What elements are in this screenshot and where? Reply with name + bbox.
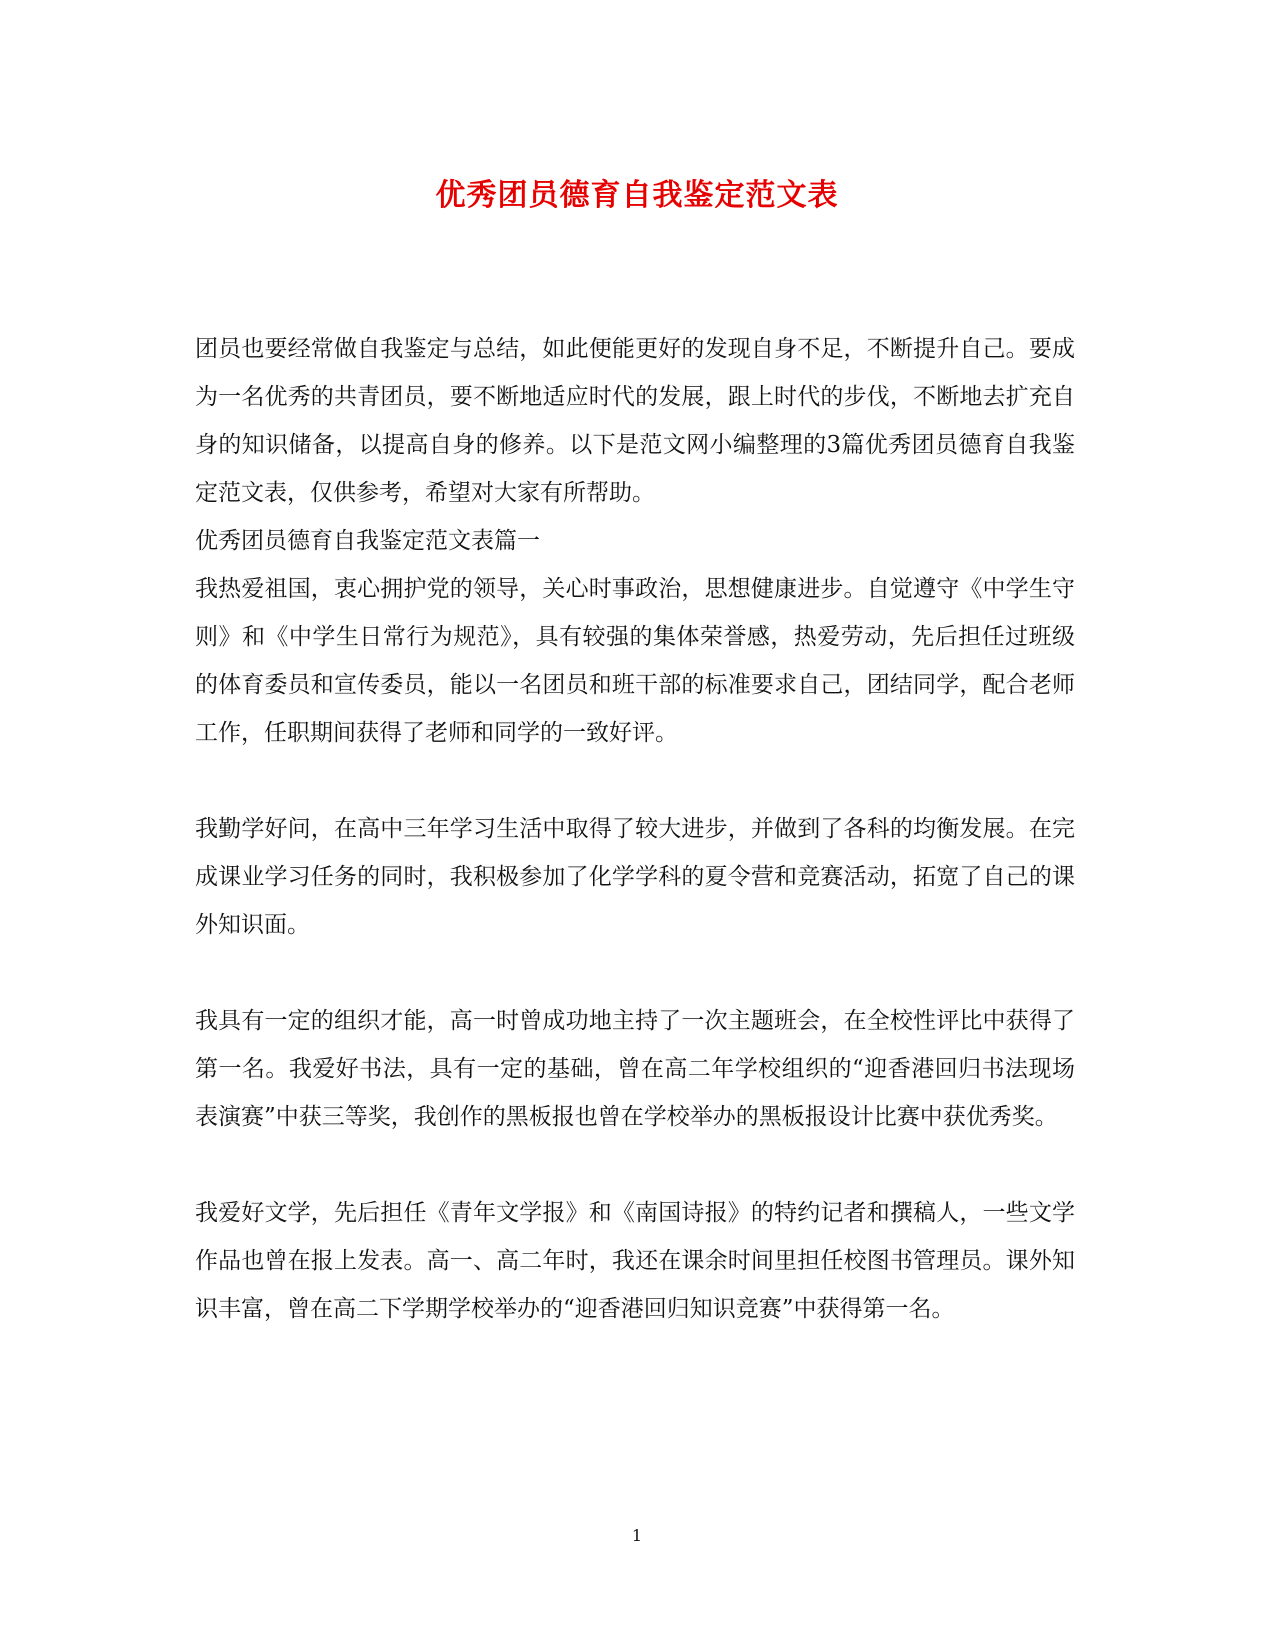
body-paragraph: 我具有一定的组织才能，高一时曾成功地主持了一次主题班会，在全校性评比中获得了第一名。我爱好书法，具有一定的基础，曾在高二年学校组织的“迎香港回归书法现场表演赛”中获三等奖，我创作的黑板报也曾在学校举办的黑板报设计比赛中获优秀奖。	[195, 1008, 1075, 1130]
document-body	[195, 325, 1075, 1333]
page-number: 1	[631, 1526, 643, 1545]
body-paragraph: 我热爱祖国，衷心拥护党的领导，关心时事政治，思想健康进步。自觉遵守《中学生守则》和《中学生日常行为规范》，具有较强的集体荣誉感，热爱劳动，先后担任过班级的体育委员和宣传委员，能以一名团员和班干部的标准要求自己，团结同学，配合老师工作，任职期间获得了老师和同学的一致好评。	[195, 576, 1075, 746]
paragraph-spacer	[195, 949, 1075, 997]
paragraph-spacer	[195, 757, 1075, 805]
body-paragraph: 我勤学好问，在高中三年学习生活中取得了较大进步，并做到了各科的均衡发展。在完成课业学习任务的同时，我积极参加了化学学科的夏令营和竞赛活动，拓宽了自己的课外知识面。	[195, 816, 1075, 938]
paragraph-spacer	[195, 1141, 1075, 1189]
document-title: 优秀团员德育自我鉴定范文表	[435, 178, 839, 213]
intro-paragraph: 团员也要经常做自我鉴定与总结，如此便能更好的发现自身不足，不断提升自己。要成为一名优秀的共青团员，要不断地适应时代的发展，跟上时代的步伐，不断地去扩充自身的知识储备，以提高自身的修养。以下是范文网小编整理的3篇优秀团员德育自我鉴定范文表，仅供参考，希望对大家有所帮助。	[195, 336, 1075, 506]
section-heading: 优秀团员德育自我鉴定范文表篇一	[195, 528, 540, 554]
body-paragraph: 我爱好文学，先后担任《青年文学报》和《南国诗报》的特约记者和撰稿人，一些文学作品也曾在报上发表。高一、高二年时，我还在课余时间里担任校图书管理员。课外知识丰富，曾在高二下学期学校举办的“迎香港回归知识竞赛”中获得第一名。	[195, 1200, 1075, 1322]
